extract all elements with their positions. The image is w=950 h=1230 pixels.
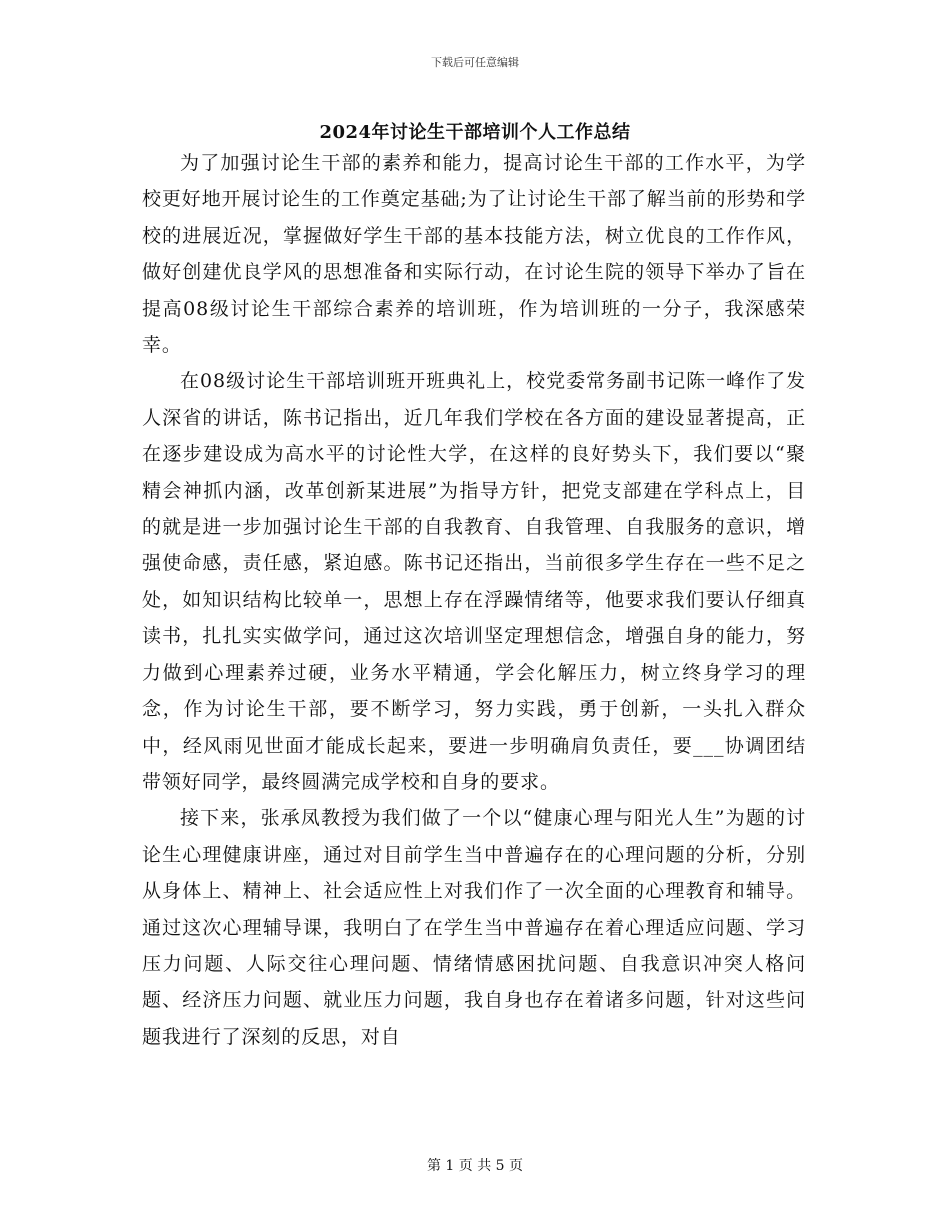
paragraph-3: 接下来，张承凤教授为我们做了一个以“健康心理与阳光人生”为题的讨论生心理健康讲座，通过对目前学生当中普遍存在的心理问题的分析，分别从身体上、精神上、社会适应性上对我们作了一次全面的心理教育和辅导。通过这次心理辅导课，我明白了在学生当中普遍存在着心理适应问题、学习压力问题、人际交往心理问题、情绪情感困扰问题、自我意识冲突人格问题、经济压力问题、就业压力问题，我自身也存在着诸多问题，针对这些问题我进行了深刻的反思，对自 [142, 807, 806, 1048]
paragraph-2: 在08级讨论生干部培训班开班典礼上，校党委常务副书记陈一峰作了发人深省的讲话，陈书记指出，近几年我们学校在各方面的建设显著提高，正在逐步建设成为高水平的讨论性大学，在这样的良好势头下，我们要以“聚精会神抓内涵，改革创新某进展”为指导方针，把党支部建在学科点上，目的就是进一步加强讨论生干部的自我教育、自我管理、自我服务的意识，增强使命感，责任感，紧迫感。陈书记还指出，当前很多学生存在一些不足之处，如知识结构比较单一，思想上存在浮躁情绪等，他要求我们要认仔细真读书，扎扎实实做学问，通过这次培训坚定理想信念，增强自身的能力，努力做到心理素养过硬，业务水平精通，学会化解压力，树立终身学习的理念，作为讨论生干部，要不断学习，努力实践，勇于创新，一头扎入群众中，经风雨见世面才能成长起来，要进一步明确肩负责任，要___协调团结带领好同学，最终圆满完成学校和自身的要求。 [142, 370, 806, 793]
page-header: 下载后可任意编辑 [431, 56, 519, 69]
document-title: 2024年讨论生干部培训个人工作总结 [319, 122, 631, 143]
paragraph-1: 为了加强讨论生干部的素养和能力，提高讨论生干部的工作水平，为学校更好地开展讨论生的工作奠定基础;为了让讨论生干部了解当前的形势和学校的进展近况，掌握做好学生干部的基本技能方法，树立优良的工作作风，做好创建优良学风的思想准备和实际行动，在讨论生院的领导下举办了旨在提高08级讨论生干部综合素养的培训班，作为培训班的一分子，我深感荣幸。 [142, 152, 807, 357]
page-footer: 第 1 页 共 5 页 [426, 1158, 524, 1174]
document-body [142, 145, 806, 1055]
